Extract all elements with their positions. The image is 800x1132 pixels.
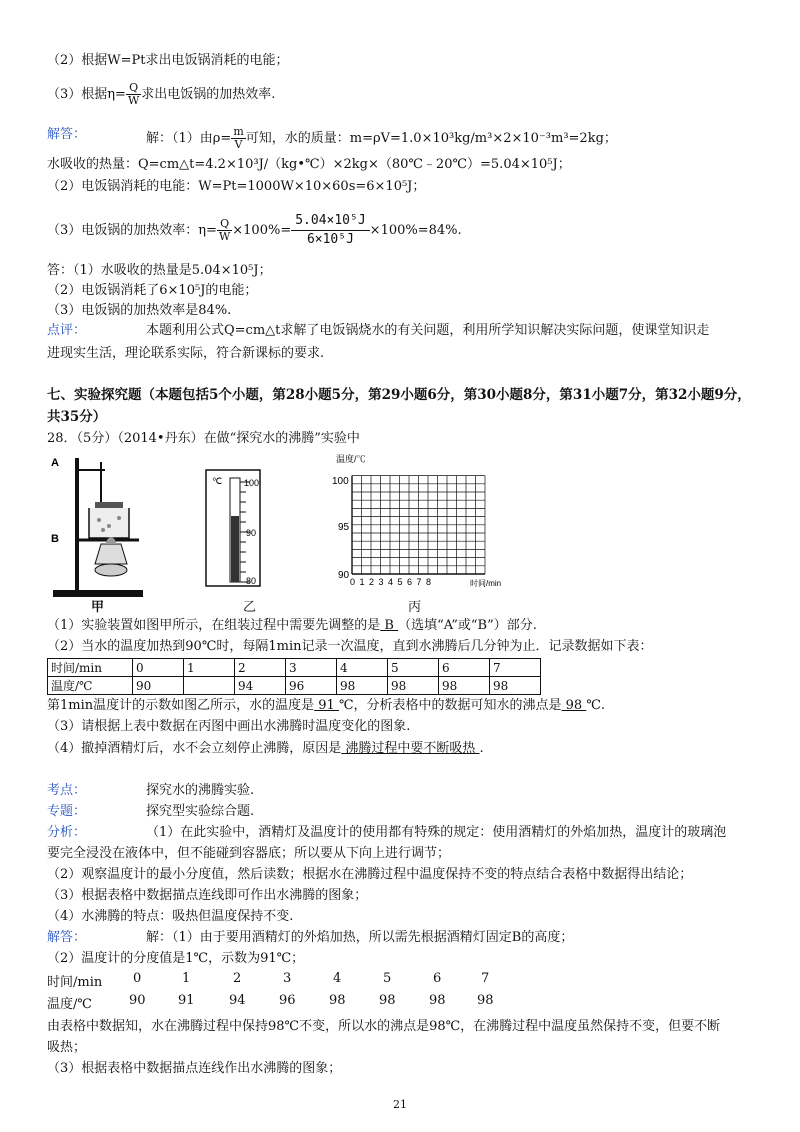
text-line: 水吸收的热量：Q=cm△t=4.2×10³J/（kg•℃）×2kg×（80℃﹣20℃）=5.04×10⁵J； [47,157,571,172]
table-cell: 2 [233,971,242,986]
numerator: Q [217,218,232,231]
figure-caption: 乙 [243,600,257,615]
text-line: 进现实生活，理论联系实际，符合新课标的要求. [47,346,325,361]
table-cell: 6 [433,971,442,986]
figure-caption: 丙 [408,600,422,615]
table-cell: 90 [133,677,184,695]
graph-xlabel: 时间/min [470,579,502,588]
section-title: 七、实验探究题（本题包括5个小题，第28小题5分，第29小题6分，第30小题8分，第31小题7分，第32小题9分， [47,387,751,403]
thermometer-figure [200,468,270,588]
fraction [217,218,232,243]
text-line: （3）请根据上表中数据在丙图中画出水沸腾时温度变化的图象. [47,719,411,734]
text-line: 探究型实验综合题. [146,804,255,819]
table-cell: 4 [333,971,342,986]
fraction [231,126,245,151]
graph-xtick: 1 [359,577,365,587]
text-line: （3）根据表格中数据描点连线作出水沸腾的图象； [47,1061,342,1076]
text-fragment: ×100%= [232,223,292,238]
text-fragment: （1）实验装置如图甲所示，在组装过程中需要先调整的是 [47,618,381,633]
answer-blank: 98 [561,698,587,713]
table-cell [184,677,235,695]
table-cell: 3 [286,659,337,677]
page-number: 21 [393,1098,407,1111]
answer-table [47,971,547,1015]
text-fragment: . [479,741,484,756]
question-stem: 28．（5分）（2014•丹东）在做“探究水的沸腾”实验中 [47,431,360,446]
text-line: 解：（1）由于要用酒精灯的外焰加热，所以需先根据酒精灯固定B的高度； [146,930,574,945]
table-cell: 98 [388,677,439,695]
text-fragment: （3）电饭锅的加热效率：η= [47,223,217,238]
text-fragment: ×100%=84%. [369,223,462,238]
table-header: 时间/min [48,659,133,677]
table-cell: 98 [490,677,541,695]
graph-ylabel: 温度/℃ [336,454,366,464]
thermo-label: 90 [246,528,257,538]
text-line [47,82,275,107]
table-row [48,659,541,677]
zhuanti-label: 专题： [47,804,87,819]
graph-xtick: 6 [407,577,413,587]
text-line: （4）水沸腾的特点：吸热但温度保持不变. [47,909,294,924]
text-line [47,697,605,715]
text-line: 要完全浸没在液体中，但不能碰到容器底；所以要从下向上进行调节； [47,846,451,861]
text-line [47,740,484,758]
table-cell: 0 [133,971,142,986]
label-a: A [51,457,59,469]
fenxi-label: 分析： [47,825,87,840]
text-line: （2）电饭锅消耗的电能：W=Pt=1000W×10×60s=6×10⁵J； [47,179,426,194]
text-line: 由表格中数据知，水在沸腾过程中保持98℃不变，所以水的沸点是98℃，在沸腾过程中温度虽然保持不变，但要不断 [47,1019,721,1034]
temperature-graph [330,452,520,592]
jieda-label: 解答： [47,930,87,945]
text-fragment: 第1min温度计的示数如图乙所示，水的温度是 [47,698,315,713]
text-line: （2）当水的温度加热到90℃时，每隔1min记录一次温度，直到水沸腾后几分钟为止．记录数据如下表： [47,639,653,654]
table-cell: 98 [379,993,396,1008]
text-line [47,212,462,249]
text-fragment: （选填“A”或“B”）部分. [398,618,537,633]
graph-xtick: 5 [397,577,403,587]
table-cell: 98 [477,993,494,1008]
answer-blank: 91 [314,698,339,713]
text-fragment: 可知，水的质量：m=ρV=1.0×10³kg/m³×2×10⁻³m³=2kg； [245,131,617,146]
text-line: 探究水的沸腾实验. [146,783,255,798]
table-header: 时间/min [47,975,103,990]
text-line: （1）在此实验中，酒精灯及温度计的使用都有特殊的规定：使用酒精灯的外焰加热，温度计的玻璃泡 [146,825,727,840]
table-cell: 7 [481,971,490,986]
graph-xtick: 8 [426,577,432,587]
table-cell: 96 [286,677,337,695]
graph-ytick: 100 [332,476,349,487]
table-cell: 3 [283,971,292,986]
thermo-unit: ℃ [212,476,223,486]
text-line [146,126,617,151]
text-line: 本题利用公式Q=cm△t求解了电饭锅烧水的有关问题，利用所学知识解决实际问题，使课堂知识走 [146,323,710,338]
graph-ytick: 90 [338,570,350,581]
text-line: （2）温度计的分度值是1℃，示数为91℃； [47,951,305,966]
denominator: 6×10⁵J [306,232,354,247]
graph-xtick: 2 [369,577,375,587]
graph-xtick: 3 [378,577,384,587]
thermo-label: 80 [246,576,257,586]
data-table [47,658,541,695]
table-cell: 5 [388,659,439,677]
table-cell: 7 [490,659,541,677]
fraction-large [291,212,369,249]
table-cell: 96 [279,993,296,1008]
table-cell: 98 [439,677,490,695]
text-line: （2）根据W=Pt求出电饭锅消耗的电能； [47,53,289,68]
figure-caption: 甲 [91,600,105,615]
table-cell: 98 [429,993,446,1008]
table-cell: 94 [229,993,246,1008]
table-cell: 98 [329,993,346,1008]
apparatus-figure [47,452,157,612]
comment-label: 点评： [47,323,87,338]
numerator: m [233,125,244,138]
kaodian-label: 考点： [47,783,87,798]
fraction [126,82,141,107]
numerator: 5.04×10⁵J [291,212,369,231]
graph-xtick: 0 [350,577,356,587]
table-cell: 5 [383,971,392,986]
table-cell: 90 [129,993,146,1008]
text-fragment: （4）撤掉酒精灯后，水不会立刻停止沸腾，原因是 [47,741,342,756]
graph-xtick: 4 [388,577,394,587]
table-cell: 4 [337,659,388,677]
answer-label: 解答： [47,127,87,142]
table-cell: 91 [178,993,195,1008]
table-cell: 1 [182,971,191,986]
text-line: 吸热； [47,1040,87,1055]
numerator: Q [126,82,141,95]
table-cell: 6 [439,659,490,677]
table-cell: 94 [235,677,286,695]
table-cell: 98 [337,677,388,695]
table-header: 温度/℃ [48,677,133,695]
table-cell: 0 [133,659,184,677]
denominator: W [127,94,140,107]
denominator: W [218,230,231,243]
graph-grid [352,476,485,574]
text-fragment: 求出电饭锅的加热效率. [141,87,276,102]
graph-xtick: 7 [416,577,422,587]
table-cell: 2 [235,659,286,677]
answer-blank: B [380,618,399,633]
text-line: 答：（1）水吸收的热量是5.04×10⁵J； [47,263,272,278]
text-line: （3）电饭锅的加热效率是84%. [47,303,232,318]
thermo-label: 100 [244,478,260,488]
table-cell: 1 [184,659,235,677]
text-fragment: ℃，分析表格中的数据可知水的沸点是 [338,698,562,713]
denominator: V [234,138,243,151]
text-fragment: 解：（1）由ρ= [146,131,232,146]
text-fragment: （3）根据η= [47,87,126,102]
text-line [47,617,537,635]
text-line: （2）电饭锅消耗了6×10⁵J的电能； [47,283,258,298]
table-header: 温度/℃ [47,997,92,1012]
answer-blank: 沸腾过程中要不断吸热 [341,741,480,756]
text-fragment: ℃. [586,698,605,713]
graph-xticks [350,577,431,587]
label-b: B [51,533,59,545]
section-title: 共35分） [47,409,107,425]
text-line: （2）观察温度计的最小分度值，然后读数；根据水在沸腾过程中温度保持不变的特点结合表格中数据得出结论； [47,867,693,882]
graph-ytick: 95 [338,522,350,533]
table-row [48,677,541,695]
text-line: （3）根据表格中数据描点连线即可作出水沸腾的图象； [47,888,368,903]
